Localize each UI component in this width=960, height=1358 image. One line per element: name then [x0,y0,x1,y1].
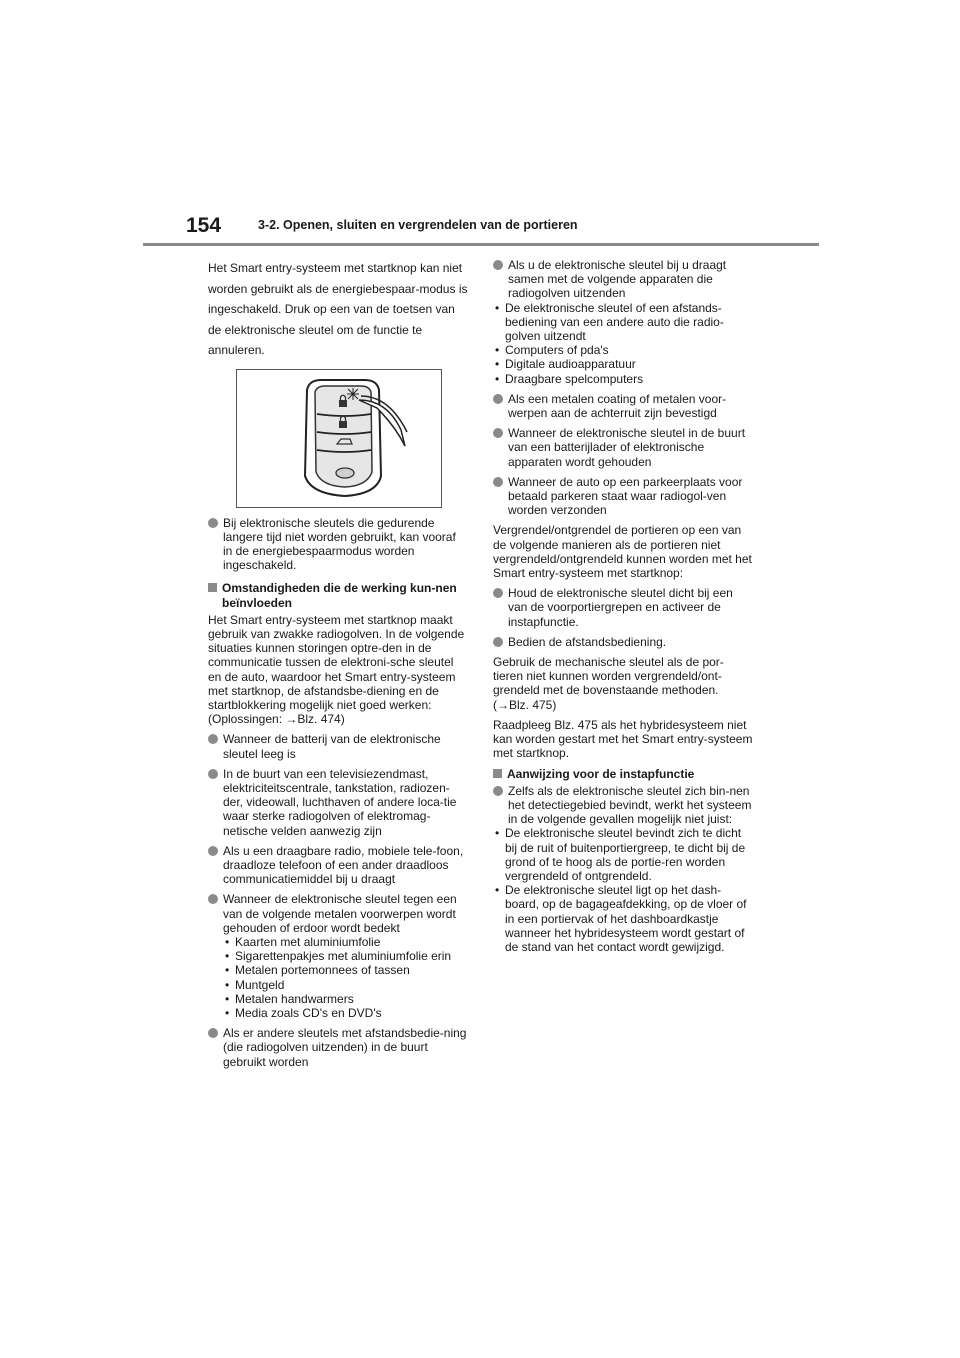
list-item: Wanneer de auto op een parkeerplaats voor betaald parkeren staat waar radiogol-ven worden verzonden [493,475,753,518]
list-item: Als een metalen coating of metalen voor-werpen aan de achterruit zijn bevestigd [493,392,753,420]
bullet-dot-icon [208,734,218,744]
intro-paragraph: Het Smart entry-systeem met startknop kan niet worden gebruikt als de energiebespaar-modus is ingeschakeld. Druk op een van de toetsen van de elektronische sleutel om de functie te annuleren. [208,261,468,357]
smart-key-fob-icon [237,370,441,507]
metal-objects-list [223,935,468,1020]
right-column [493,258,753,954]
sub-list-item: • Kaarten met aluminiumfolie [223,935,468,949]
sub-list-item: • De elektronische sleutel of een afstands-bediening van een andere auto die radio-golven uitzendt [493,301,753,344]
page-header [0,0,960,250]
bullet-dot-icon [493,428,503,438]
bullet-dot-icon [208,846,218,856]
bullet-dot-icon [208,1028,218,1038]
list-item: Als u een draagbare radio, mobiele tele-foon, draadloze telefoon of een ander draadloos communicatiemiddel bij u draagt [208,844,468,887]
bullet-dot-icon [493,394,503,404]
mechanical-key-paragraph: Gebruik de mechanische sleutel als de por-tieren niet kunnen worden vergrendeld/ont-grendeld met de bovenstaande methoden. (→Blz. 475) [493,655,724,712]
list-item: Bij elektronische sleutels die gedurende langere tijd niet worden gebruikt, kan vooraf in de energiebespaarmodus worden ingeschakeld. [208,516,468,573]
page-number: 154 [186,214,222,237]
hybrid-start-paragraph: Raadpleeg Blz. 475 als het hybridesysteem niet kan worden gestart met het Smart entry-systeem met startknop. [493,717,753,761]
interference-paragraph: Het Smart entry-systeem met startknop maakt gebruik van zwakke radiogolven. In de volgende situaties kunnen storingen optre-den in de communicatie tussen de elektroni-sche sleutel en de auto, waardoor het Smart entry-systeem met startknop, de afstandsbe-diening en de startblokkering mogelijk niet goed werken: (Oplossingen: →Blz. 474) [208,612,465,727]
cases-list [493,826,753,954]
square-bullet-icon [493,769,502,778]
sub-list-item: • Draagbare spelcomputers [493,372,753,386]
bullet-dot-icon [493,786,503,796]
bullet-dot-icon [493,477,503,487]
header-rule [143,243,819,246]
square-bullet-icon [208,583,217,592]
bullet-dot-icon [208,518,218,528]
heading-interference: Omstandigheden die de werking kun-nen beïnvloeden [208,581,468,609]
section-title: 3-2. Openen, sluiten en vergrendelen van de portieren [258,218,578,232]
sub-list-item: • Digitale audioapparatuur [493,357,753,371]
bullet-dot-icon [493,637,503,647]
sub-list-item: • Computers of pda's [493,343,753,357]
sub-list-item: • Media zoals CD's en DVD's [223,1006,468,1020]
bullet-dot-icon [208,894,218,904]
list-item: Wanneer de elektronische sleutel tegen een van de volgende metalen voorwerpen wordt gehouden of erdoor wordt bedekt • Kaarten met aluminiumfolie • Sigarettenpakjes met aluminiumfolie erin • Metalen portemonnees of tassen • Muntgeld • Metalen handwarmers • Media zoals CD's en DVD's [208,892,468,1020]
lock-unlock-paragraph: Vergrendel/ontgrendel de portieren op een van de volgende manieren als de portieren niet vergrendeld/ontgrendeld kunnen worden met het Smart entry-systeem met startknop: [493,523,752,581]
list-item: Wanneer de batterij van de elektronische sleutel leeg is [208,732,468,760]
sub-list-item: • Metalen handwarmers [223,992,468,1006]
devices-list [493,301,753,386]
sub-list-item: • De elektronische sleutel ligt op het dash-board, op de bagageafdekking, op de vloer of in een portiervak of het dashboardkastje wanneer het hybridesysteem wordt gestart of de stand van het contact wordt gewijzigd. [493,883,753,954]
list-item: Houd de elektronische sleutel dicht bij een van de voorportiergrepen en activeer de instapfunctie. [493,586,753,629]
list-item: In de buurt van een televisiezendmast, elektriciteitscentrale, tankstation, radiozen-der, videowall, luchthaven of andere loca-tie waar sterke radiogolven of elektromag-netische velden aanwezig zijn [208,767,468,838]
list-item: Zelfs als de elektronische sleutel zich bin-nen het detectiegebied bevindt, werkt het systeem in de volgende gevallen mogelijk niet juist: [493,784,753,827]
bullet-dot-icon [493,260,503,270]
list-item: Bedien de afstandsbediening. [493,635,753,649]
heading-entry-function: Aanwijzing voor de instapfunctie [493,767,753,781]
key-fob-figure [236,369,442,508]
sub-list-item: • Sigarettenpakjes met aluminiumfolie erin [223,949,468,963]
bullet-dot-icon [493,588,503,598]
list-item: Als u de elektronische sleutel bij u draagt samen met de volgende apparaten die radiogolven uitzenden [493,258,753,301]
sub-list-item: • De elektronische sleutel bevindt zich te dicht bij de ruit of buitenportiergreep, te dicht bij de grond of te hoog als de portie-ren worden vergrendeld of ontgrendeld. [493,826,753,883]
sub-list-item: • Muntgeld [223,978,468,992]
list-item: Wanneer de elektronische sleutel in de buurt van een batterijlader of elektronische apparaten wordt gehouden [493,426,753,469]
sub-list-item: • Metalen portemonnees of tassen [223,963,468,977]
bullet-dot-icon [208,769,218,779]
left-column [208,258,468,1075]
list-item: Als er andere sleutels met afstandsbedie-ning (die radiogolven uitzenden) in de buurt gebruikt worden [208,1026,468,1069]
